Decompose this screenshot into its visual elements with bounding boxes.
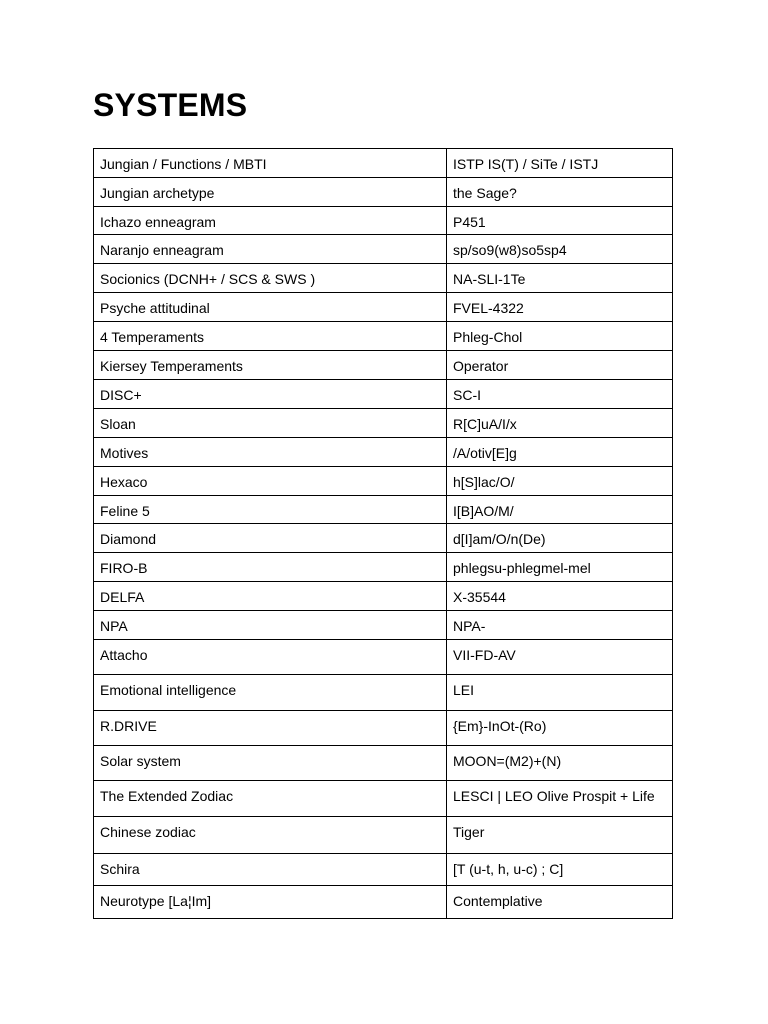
table-row — [94, 409, 673, 438]
system-name-cell — [94, 611, 447, 640]
system-name-cell — [94, 178, 447, 207]
system-name: Socionics (DCNH+ / SCS & SWS ) — [100, 271, 316, 287]
system-value-cell — [447, 380, 673, 409]
table-row — [94, 886, 673, 919]
system-value-cell — [447, 524, 673, 553]
system-name: Attacho — [100, 647, 148, 663]
system-name-cell — [94, 817, 447, 854]
systems-table-body — [94, 149, 673, 919]
table-row — [94, 467, 673, 496]
system-name-cell — [94, 322, 447, 351]
system-name: The Extended Zodiac — [100, 788, 234, 804]
system-name-cell — [94, 711, 447, 746]
system-value-cell — [447, 711, 673, 746]
table-row — [94, 496, 673, 524]
system-name: DELFA — [100, 589, 145, 605]
system-value: MOON=(M2)+(N) — [453, 753, 562, 769]
system-value: sp/so9(w8)so5sp4 — [453, 242, 567, 258]
system-name: DISC+ — [100, 387, 142, 403]
system-value: phlegsu-phlegmel-mel — [453, 560, 591, 576]
table-row — [94, 207, 673, 235]
system-value-cell — [447, 293, 673, 322]
table-row — [94, 817, 673, 854]
table-row — [94, 582, 673, 611]
system-name: Jungian / Functions / MBTI — [100, 156, 267, 172]
table-row — [94, 264, 673, 293]
system-value: I[B]AO/M/ — [453, 503, 514, 519]
system-name: 4 Temperaments — [100, 329, 205, 345]
system-value: VII-FD-AV — [453, 647, 516, 663]
system-name-cell — [94, 675, 447, 711]
system-value-cell — [447, 640, 673, 675]
table-row — [94, 380, 673, 409]
system-name: Feline 5 — [100, 503, 150, 519]
system-value: SC-I — [453, 387, 481, 403]
system-name-cell — [94, 207, 447, 235]
table-row — [94, 149, 673, 178]
system-value: NA-SLI-1Te — [453, 271, 526, 287]
system-value: [T (u-t, h, u-c) ; C] — [453, 861, 564, 877]
table-row — [94, 611, 673, 640]
system-value: h[S]lac/O/ — [453, 474, 515, 490]
system-name: Hexaco — [100, 474, 148, 490]
page-title: SYSTEMS — [93, 87, 248, 123]
system-name: Diamond — [100, 531, 157, 547]
system-value: Phleg-Chol — [453, 329, 523, 345]
system-name-cell — [94, 235, 447, 264]
system-name-cell — [94, 467, 447, 496]
system-value: LEI — [453, 682, 475, 698]
system-value-cell — [447, 207, 673, 235]
system-name: Motives — [100, 445, 149, 461]
system-name-cell — [94, 746, 447, 781]
system-value: d[I]am/O/n(De) — [453, 531, 546, 547]
system-value-cell — [447, 351, 673, 380]
system-name-cell — [94, 293, 447, 322]
system-name: Jungian archetype — [100, 185, 215, 201]
system-name: Naranjo enneagram — [100, 242, 224, 258]
system-name-cell — [94, 640, 447, 675]
system-value-cell — [447, 582, 673, 611]
table-row — [94, 781, 673, 817]
table-row — [94, 438, 673, 467]
system-name-cell — [94, 409, 447, 438]
system-value-cell — [447, 235, 673, 264]
table-row — [94, 178, 673, 207]
system-value-cell — [447, 438, 673, 467]
system-name: Solar system — [100, 753, 181, 769]
system-value-cell — [447, 553, 673, 582]
table-row — [94, 293, 673, 322]
system-name-cell — [94, 351, 447, 380]
system-value-cell — [447, 264, 673, 293]
system-name-cell — [94, 380, 447, 409]
table-row — [94, 746, 673, 781]
system-name-cell — [94, 496, 447, 524]
system-name-cell — [94, 781, 447, 817]
table-row — [94, 553, 673, 582]
system-value: ISTP IS(T) / SiTe / ISTJ — [453, 156, 599, 172]
system-value: the Sage? — [453, 185, 517, 201]
system-name: R.DRIVE — [100, 718, 157, 734]
system-name: Schira — [100, 861, 140, 877]
system-value: LESCI | LEO Olive Prospit + Life — [453, 788, 655, 804]
table-row — [94, 711, 673, 746]
table-row — [94, 235, 673, 264]
system-value-cell — [447, 149, 673, 178]
table-row — [94, 675, 673, 711]
system-name-cell — [94, 553, 447, 582]
system-name: Psyche attitudinal — [100, 300, 210, 316]
system-value-cell — [447, 886, 673, 919]
system-value-cell — [447, 854, 673, 886]
system-name: Emotional intelligence — [100, 682, 237, 698]
system-value: Operator — [453, 358, 509, 374]
system-value-cell — [447, 675, 673, 711]
system-value: FVEL-4322 — [453, 300, 524, 316]
table-row — [94, 524, 673, 553]
system-value-cell — [447, 746, 673, 781]
system-value-cell — [447, 409, 673, 438]
system-value-cell — [447, 781, 673, 817]
system-value-cell — [447, 611, 673, 640]
system-name: FIRO-B — [100, 560, 148, 576]
system-value-cell — [447, 496, 673, 524]
table-row — [94, 640, 673, 675]
system-name: Ichazo enneagram — [100, 214, 216, 230]
system-value: P451 — [453, 214, 486, 230]
system-value: NPA- — [453, 618, 486, 634]
system-name-cell — [94, 854, 447, 886]
system-name: Sloan — [100, 416, 136, 432]
system-value-cell — [447, 817, 673, 854]
table-row — [94, 351, 673, 380]
system-value: X-35544 — [453, 589, 506, 605]
system-value-cell — [447, 467, 673, 496]
system-name-cell — [94, 886, 447, 919]
system-name: Neurotype [La¦Im] — [100, 893, 212, 909]
system-name: Chinese zodiac — [100, 824, 196, 840]
system-value: {Em}-InOt-(Ro) — [453, 718, 547, 734]
system-value-cell — [447, 178, 673, 207]
table-row — [94, 322, 673, 351]
table-row — [94, 854, 673, 886]
system-name: Kiersey Temperaments — [100, 358, 243, 374]
system-value: R[C]uA/I/x — [453, 416, 517, 432]
system-value: Tiger — [453, 824, 485, 840]
systems-table — [93, 148, 673, 919]
system-name-cell — [94, 524, 447, 553]
system-value: Contemplative — [453, 893, 543, 909]
system-name-cell — [94, 582, 447, 611]
system-name-cell — [94, 149, 447, 178]
system-value: /A/otiv[E]g — [453, 445, 517, 461]
system-name-cell — [94, 264, 447, 293]
system-name-cell — [94, 438, 447, 467]
system-value-cell — [447, 322, 673, 351]
system-name: NPA — [100, 618, 128, 634]
